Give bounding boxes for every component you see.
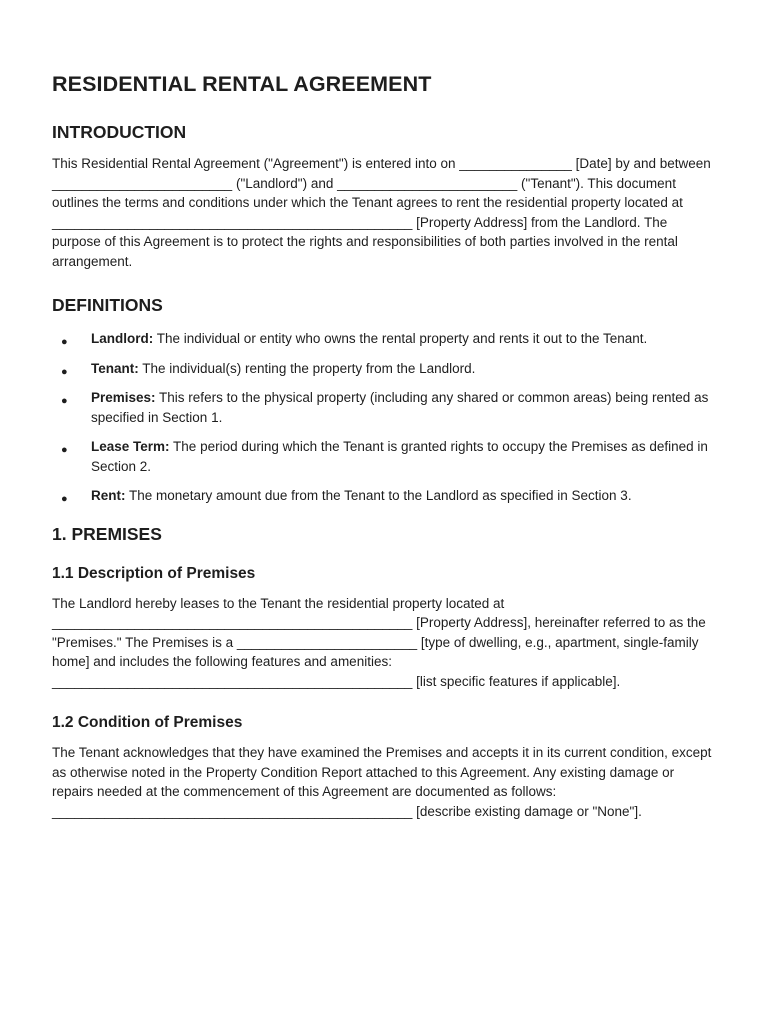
- definitions-heading: DEFINITIONS: [52, 295, 163, 315]
- definition-text: The individual or entity who owns the rental property and rents it out to the Tenant.: [153, 331, 648, 346]
- definition-text: This refers to the physical property (including any shared or common areas) being rented as specified in Section 1.: [91, 390, 709, 425]
- definition-item-tenant: [52, 359, 718, 379]
- definition-term: Rent:: [91, 488, 126, 503]
- bullet-icon: ●: [61, 444, 68, 456]
- bullet-icon: ●: [61, 395, 68, 407]
- definition-item-rent: [52, 486, 718, 506]
- introduction-heading: INTRODUCTION: [52, 122, 187, 142]
- definition-item-premises: [52, 388, 718, 427]
- definition-text: The monetary amount due from the Tenant to the Landlord as specified in Section 3.: [125, 488, 632, 503]
- definition-term: Premises:: [91, 390, 156, 405]
- condition-of-premises-text: The Tenant acknowledges that they have examined the Premises and accepts it in its current condition, except as otherwise noted in the Property Condition Report attached to this Agreement. Any existing damage or repairs needed at the commencement of this Agreement are documented as follows: ________________________________________________ [describe existing damage or "None"].: [52, 745, 712, 819]
- bullet-icon: ●: [61, 365, 68, 378]
- definition-text: The period during which the Tenant is granted rights to occupy the Premises as defined in Section 2.: [91, 439, 708, 474]
- premises-heading: 1. PREMISES: [52, 523, 162, 544]
- definition-term: Lease Term:: [91, 439, 170, 454]
- description-of-premises-heading: 1.1 Description of Premises: [52, 564, 256, 582]
- introduction-text: This Residential Rental Agreement ("Agreement") is entered into on _______________ [Date] by and between ________________________ ("Landlord") and ________________________ ("Tenant"). This document outlines the terms and conditions under which the Tenant agrees to rent the residential property located at ________________________________________________ [Property Address] from the Landlord. The purpose of this Agreement is to protect the rights and responsibilities of both parties involved in the rental arrangement.: [52, 156, 711, 269]
- definition-term: Landlord:: [91, 331, 154, 346]
- definition-term: Tenant:: [91, 360, 139, 376]
- document-title: RESIDENTIAL RENTAL AGREEMENT: [52, 72, 432, 96]
- bullet-icon: ●: [61, 493, 68, 505]
- description-of-premises-text: The Landlord hereby leases to the Tenant the residential property located at ________________________________________________ [Property Address], hereinafter referred to as the "Premises." The Premises is a ________________________ [type of dwelling, e.g., apartment, single-family home] and includes the following features and amenities: ________________________________________________ [list specific features if applicable].: [52, 595, 706, 689]
- condition-of-premises-heading: 1.2 Condition of Premises: [52, 714, 243, 731]
- definitions-list: [52, 329, 718, 506]
- definition-item-landlord: [52, 329, 718, 349]
- definition-text: The individual(s) renting the property from the Landlord.: [138, 360, 476, 376]
- bullet-icon: ●: [61, 336, 68, 348]
- definition-item-lease-term: [52, 437, 718, 476]
